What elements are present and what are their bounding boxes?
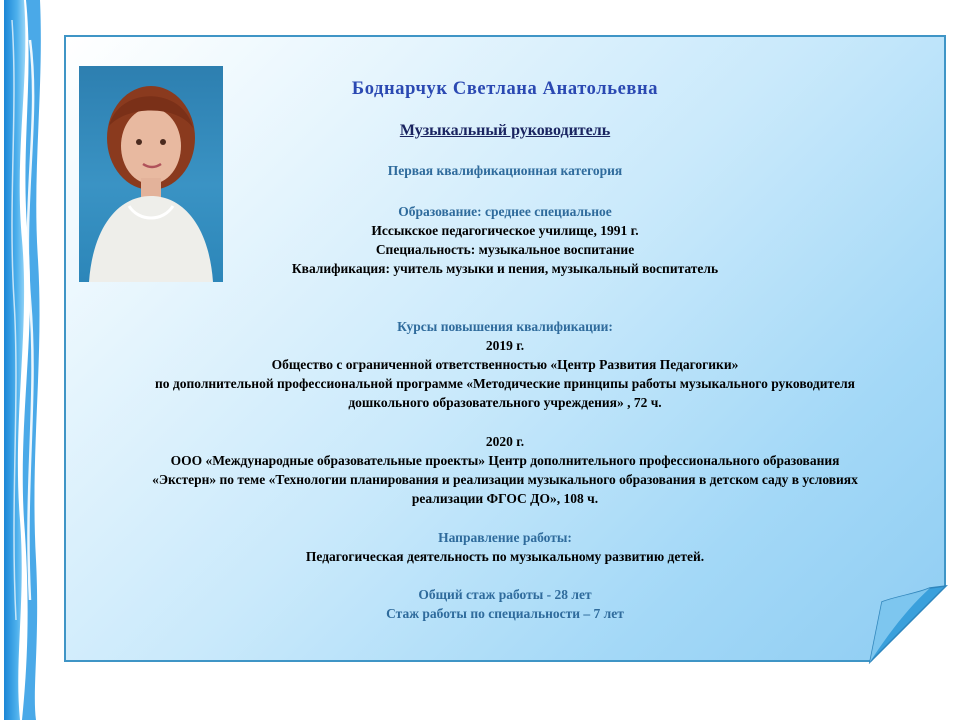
portrait-image xyxy=(79,66,223,282)
course-2019-year: 2019 г. xyxy=(485,338,525,353)
course-2019-line: по дополнительной профессиональной программе «Методические принципы работы музыкального руководителя xyxy=(155,376,855,391)
portrait-photo xyxy=(79,66,223,282)
teacher-name: Боднарчук Светлана Анатольевна xyxy=(351,79,659,99)
course-2020-year: 2020 г. xyxy=(485,434,525,449)
teacher-role: Музыкальный руководитель xyxy=(399,122,611,139)
qualification-category: Первая квалификационная категория xyxy=(387,163,623,178)
direction-text: Педагогическая деятельность по музыкальному развитию детей. xyxy=(305,549,705,564)
direction-block xyxy=(70,528,940,566)
decorative-ribbon xyxy=(0,0,48,720)
education-heading: Образование: среднее специальное xyxy=(398,204,612,219)
course-2020-line: «Экстерн» по теме «Технологии планирования и реализации музыкального образования в детском саду в условиях xyxy=(152,472,858,487)
education-institution: Иссыкское педагогическое училище, 1991 г. xyxy=(371,223,639,238)
course-2019-line: Общество с ограниченной ответственностью «Центр Развития Педагогики» xyxy=(271,357,739,372)
courses-block xyxy=(70,317,940,412)
course-2020-block xyxy=(70,432,940,508)
experience-specialty: Стаж работы по специальности – 7 лет xyxy=(386,606,624,621)
education-block xyxy=(292,202,718,259)
course-2019-line: дошкольного образовательного учреждения» , 72 ч. xyxy=(348,395,662,410)
experience-block xyxy=(70,585,940,623)
courses-heading: Курсы повышения квалификации: xyxy=(397,319,613,334)
education-qualification: Квалификация: учитель музыки и пения, музыкальный воспитатель xyxy=(291,261,719,276)
course-2020-line: ООО «Международные образовательные проекты» Центр дополнительного профессионального образования xyxy=(170,453,840,468)
education-specialty: Специальность: музыкальное воспитание xyxy=(375,242,635,257)
experience-total: Общий стаж работы - 28 лет xyxy=(418,587,592,602)
course-2020-line: реализации ФГОС ДО», 108 ч. xyxy=(411,491,599,506)
direction-heading: Направление работы: xyxy=(438,530,572,545)
